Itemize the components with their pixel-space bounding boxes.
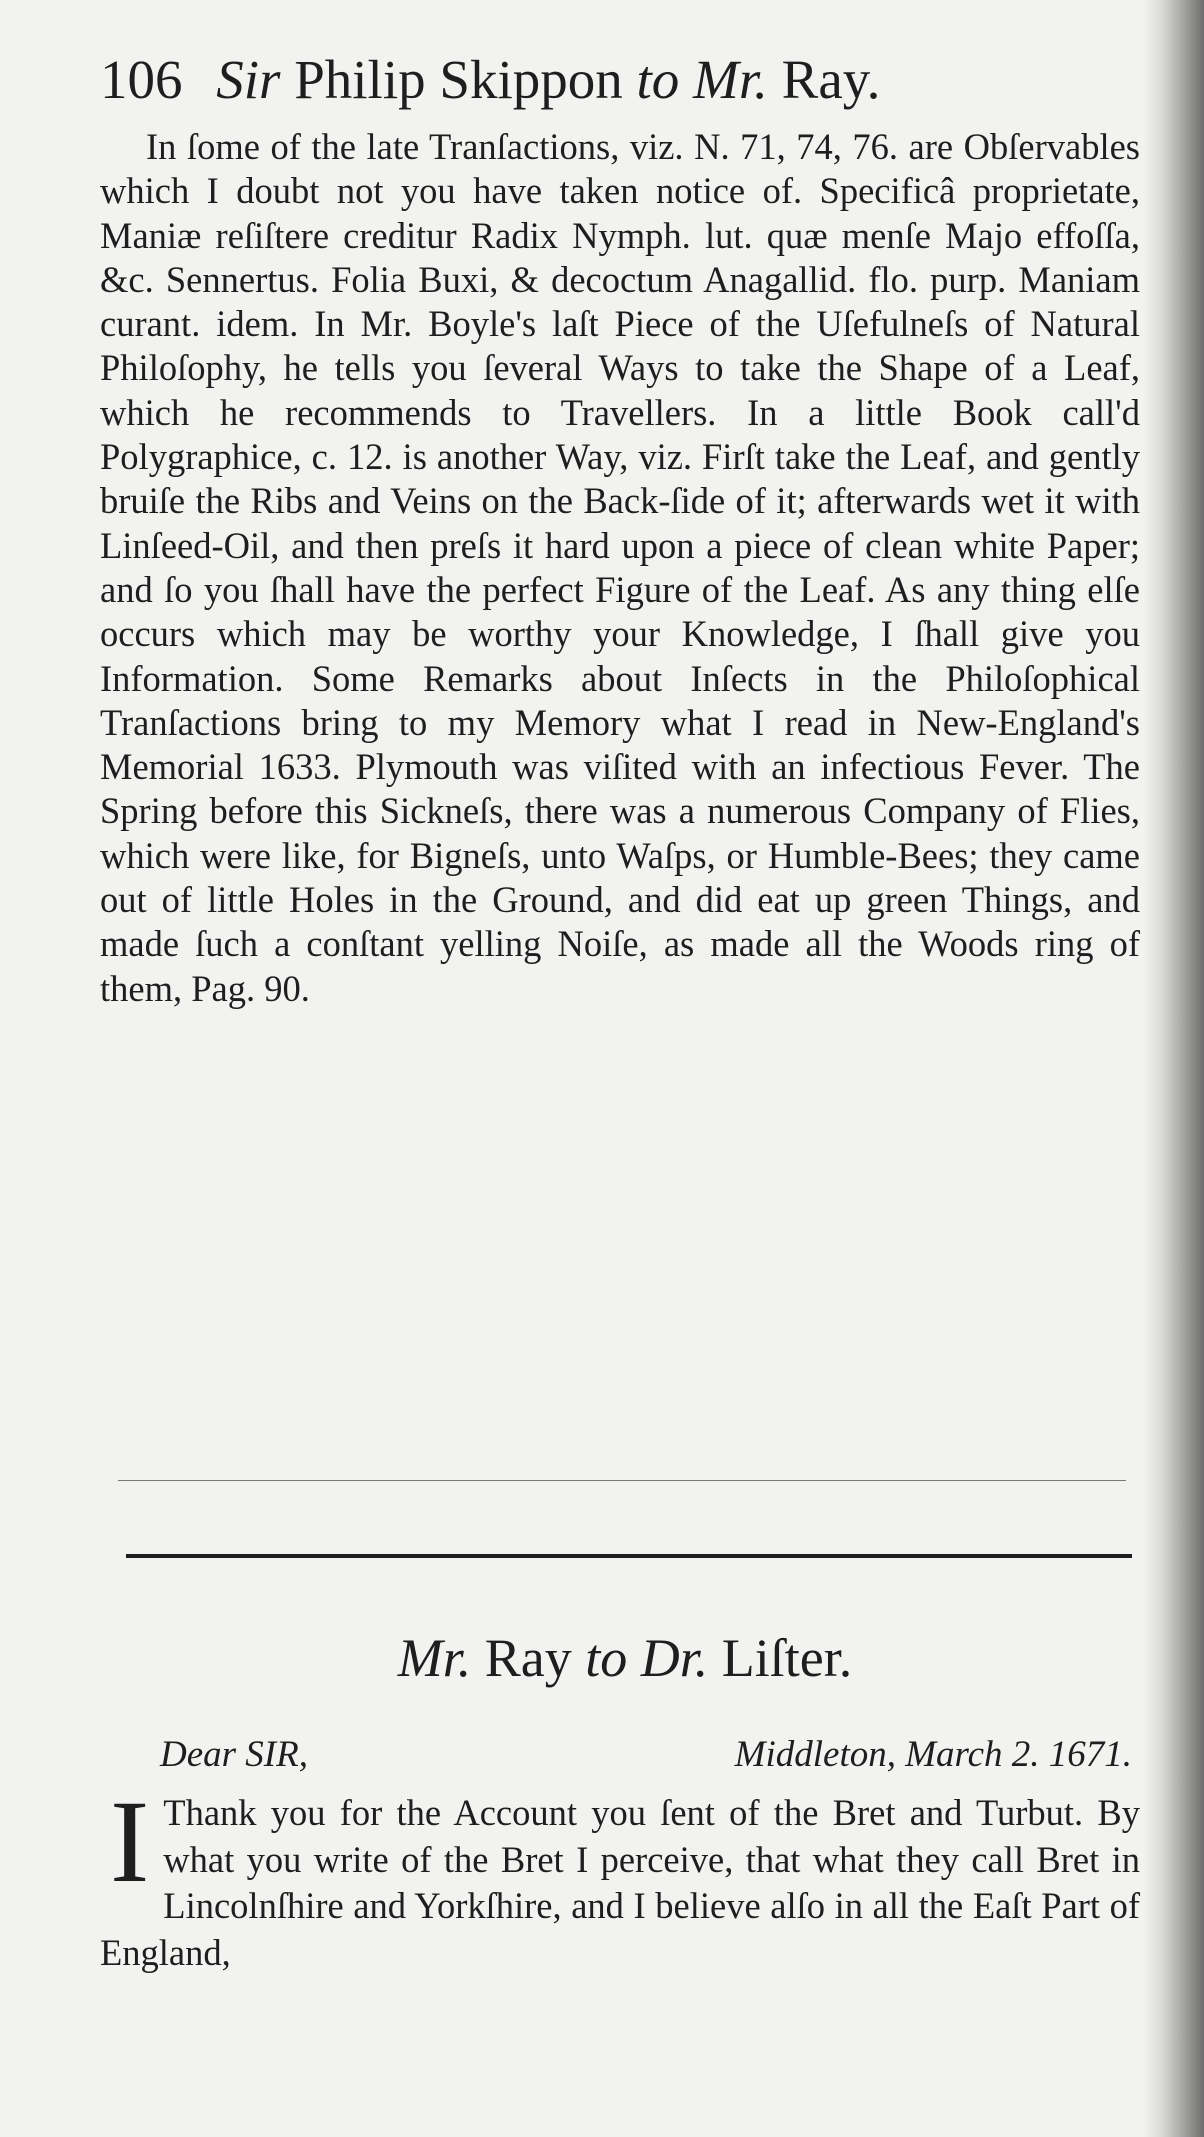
header-title-mr: Mr.	[693, 49, 768, 110]
page-gutter-shadow	[1144, 0, 1204, 2137]
letter-title-to: to	[585, 1628, 628, 1688]
letter-title	[100, 1623, 1150, 1693]
letter-title-mr: Mr.	[397, 1628, 472, 1688]
section-rule	[126, 1554, 1132, 1558]
page-number: 106	[100, 49, 183, 110]
page-content	[100, 40, 1140, 1011]
thin-rule	[118, 1480, 1126, 1481]
salutation-line	[160, 1730, 1132, 1780]
header-title-name: Philip Skippon	[294, 49, 623, 110]
drop-cap: I	[110, 1776, 150, 1907]
place-date: Middleton, March 2. 1671.	[734, 1734, 1132, 1775]
header-title-ray: Ray.	[781, 49, 881, 110]
header-title-to: to	[636, 49, 680, 110]
letter-text: Thank you for the Account you ſent of the Bret and Turbut. By what you write of the Bret I perceive, that what they call Bret in Lincolnſhire and Yorkſhire, and I believe alſo in all the Eaſt Part of England,	[100, 1792, 1140, 1973]
letter-title-dr: Dr.	[640, 1628, 709, 1688]
header-title-sir: Sir	[216, 49, 281, 110]
body-text	[100, 125, 1140, 1011]
letter-body	[100, 1776, 1140, 1976]
letter-title-lister: Liſter.	[721, 1628, 853, 1688]
running-header	[100, 40, 1140, 125]
body-paragraphs: In ſome of the late Tranſactions, viz. N. 71, 74, 76. are Obſervables which I doubt not you have taken notice of. Specificâ proprietate, Maniæ reſiſtere creditur Radix Nymph. lut. quæ menſe Majo effoſſa, &c. Sennertus. Folia Buxi, & decoctum Anagallid. flo. purp. Maniam curant. idem. In Mr. Boyle's laſt Piece of the Uſefulneſs of Natural Philoſophy, he tells you ſeveral Ways to take the Shape of a Leaf, which he recommends to Travellers. In a little Book call'd Polygraphice, c. 12. is another Way, viz. Firſt take the Leaf, and gently bruiſe the Ribs and Veins on the Back-ſide of it; afterwards wet it with Linſeed-Oil, and then preſs it hard upon a piece of clean white Paper; and ſo you ſhall have the perfect Figure of the Leaf. As any thing elſe occurs which may be worthy your Knowledge, I ſhall give you Information. Some Remarks about Inſects in the Philoſophical Tranſactions bring to my Memory what I read in New-England's Memorial 1633. Plymouth was viſited with an infectious Fever. The Spring before this Sickneſs, there was a numerous Company of Flies, which were like, for Bigneſs, unto Waſps, or Humble-Bees; they came out of little Holes in the Ground, and did eat up green Things, and made ſuch a conſtant yelling Noiſe, as made all the Woods ring of them, Pag. 90.	[100, 126, 1140, 1009]
letter-title-ray: Ray	[484, 1628, 572, 1688]
salutation: Dear SIR,	[160, 1734, 308, 1775]
